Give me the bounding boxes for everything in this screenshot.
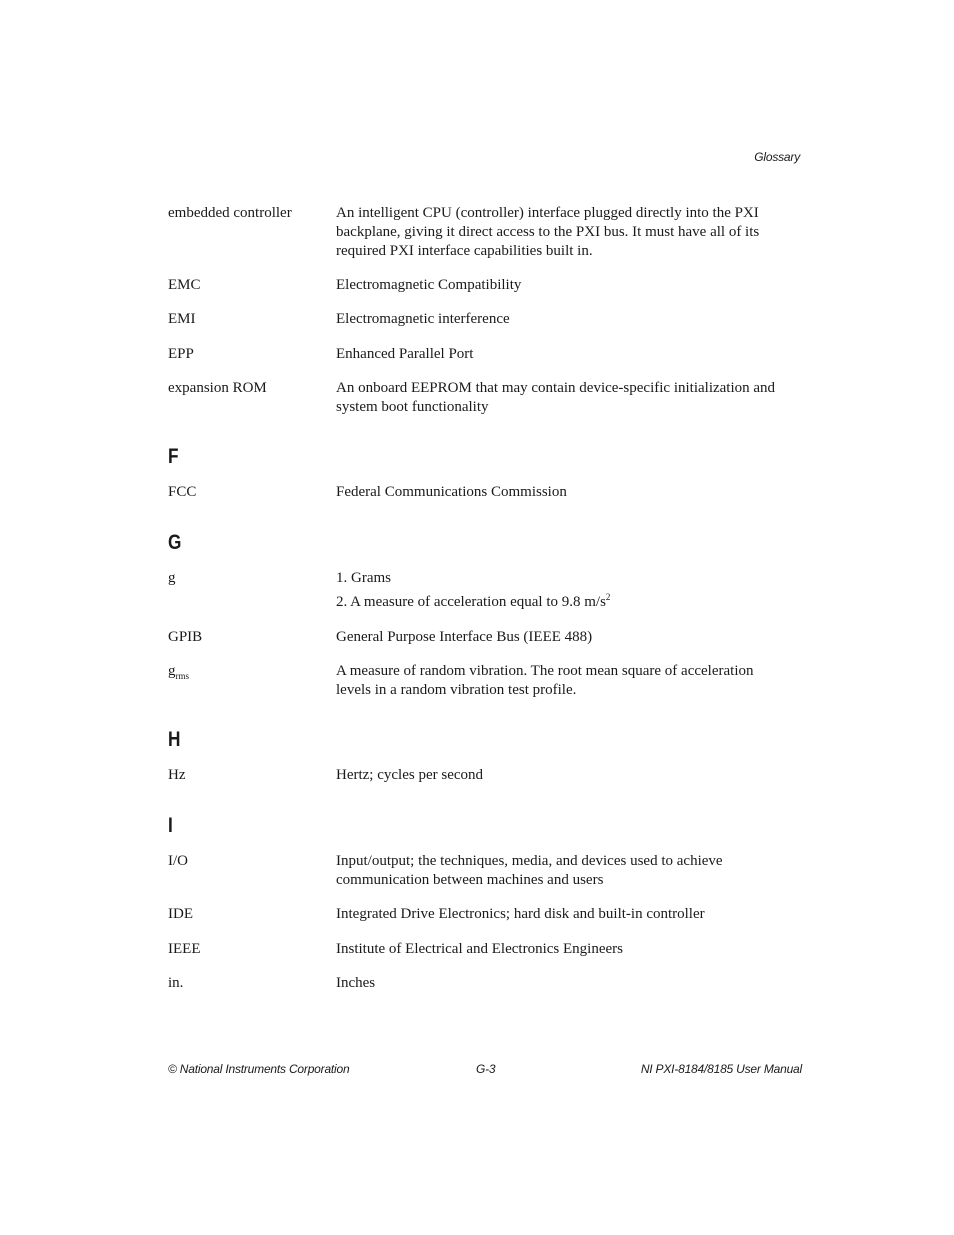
glossary-definition: General Purpose Interface Bus (IEEE 488)	[336, 629, 593, 645]
glossary-entry-ide	[168, 905, 802, 924]
glossary-term: IEEE	[168, 941, 201, 957]
glossary-definition: Electromagnetic interference	[336, 311, 510, 327]
definition-line-with-superscript: 2. A measure of acceleration equal to 9.8 $m/s^2$	[336, 592, 611, 610]
glossary-term: IDE	[168, 906, 193, 922]
glossary-term: FCC	[168, 484, 197, 500]
glossary-term: I/O	[168, 853, 188, 869]
glossary-term: EPP	[168, 346, 194, 362]
glossary-term: g	[168, 570, 176, 586]
section-heading-i: I	[168, 814, 173, 837]
glossary-definition: Integrated Drive Electronics; hard disk and built-in controller	[336, 906, 705, 922]
glossary-term: expansion ROM	[168, 380, 267, 396]
glossary-term: Hz	[168, 767, 186, 783]
glossary-definition: Input/output; the techniques, media, and devices used to achieve communication between machines and users	[336, 853, 723, 888]
glossary-term: GPIB	[168, 629, 203, 645]
section-heading-f: F	[168, 445, 179, 468]
glossary-definition: Inches	[336, 975, 376, 991]
glossary-definition: An intelligent CPU (controller) interface plugged directly into the PXI backplane, giving it direct access to the PXI bus. It must have all of its required PXI interface capabilities built in.	[336, 205, 760, 259]
glossary-entry-emi	[168, 310, 802, 329]
glossary-term: $g_{rms}$	[168, 663, 189, 681]
glossary-definition: Institute of Electrical and Electronics Engineers	[336, 941, 623, 957]
glossary-entry-fcc	[168, 483, 802, 502]
glossary-list	[168, 204, 802, 993]
footer-manual-title: NI PXI-8184/8185 User Manual	[640, 1062, 802, 1076]
glossary-definition: Electromagnetic Compatibility	[336, 277, 522, 293]
glossary-definition: Federal Communications Commission	[336, 484, 567, 500]
glossary-term: in.	[168, 975, 184, 991]
glossary-entry-expansion-rom	[168, 379, 802, 417]
glossary-entry-in	[168, 974, 802, 993]
glossary-entry-hz	[168, 766, 802, 785]
glossary-entry-epp	[168, 345, 802, 364]
section-heading-h: H	[168, 728, 181, 751]
footer-copyright: © National Instruments Corporation	[168, 1062, 350, 1076]
glossary-definition: Hertz; cycles per second	[336, 767, 484, 783]
glossary-entry-embedded-controller	[168, 204, 802, 261]
glossary-definition: Enhanced Parallel Port	[336, 346, 474, 362]
glossary-term: EMC	[168, 277, 201, 293]
running-header: Glossary	[754, 150, 800, 164]
section-heading-g: G	[168, 531, 182, 554]
glossary-term: EMI	[168, 311, 196, 327]
glossary-entry-emc	[168, 276, 802, 295]
page-number: G-3	[476, 1062, 496, 1076]
glossary-entry-gpib	[168, 628, 802, 647]
glossary-entry-grms	[168, 662, 802, 700]
glossary-definition: An onboard EEPROM that may contain device-specific initialization and system boot functionality	[336, 380, 776, 415]
glossary-entry-io	[168, 852, 802, 890]
glossary-term: embedded controller	[168, 205, 292, 221]
glossary-definition: A measure of random vibration. The root mean square of acceleration levels in a random vibration test profile.	[336, 663, 754, 698]
glossary-entry-g	[168, 569, 802, 612]
glossary-definition: 1. Grams 2. A measure of acceleration equal to 9.8 $m/s^2$	[336, 569, 802, 612]
glossary-entry-ieee	[168, 940, 802, 959]
